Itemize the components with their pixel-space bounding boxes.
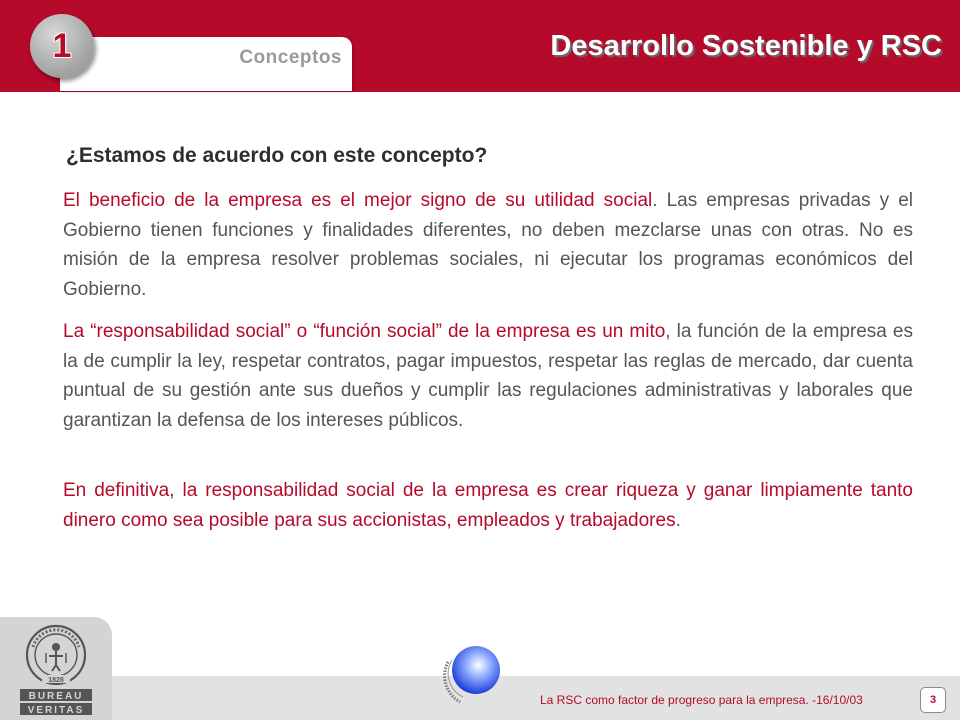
slide-title: Desarrollo Sostenible y RSC [550, 30, 942, 62]
bureau-veritas-logo [0, 617, 112, 720]
paragraph-1-text: . Las empresas privadas y el Gobierno tienen funciones y finalidades diferentes, no deben mezclarse unas con otras. No es misión de la empresa resolver problemas sociales, ni ejecutar los programas económicos del Gobierno. [63, 190, 913, 300]
paragraph-2 [63, 317, 913, 435]
section-number: 1 [52, 27, 72, 65]
paragraph-2-text: , la función de la empresa es la de cumplir la ley, respetar contratos, pagar impuestos, respetar las reglas de mercado, dar cuenta puntual de su gestión ante sus dueños y cumplir las regulaciones administrativas y laborales que garantizan la defensa de los intereses públicos. [63, 321, 913, 431]
section-label: Conceptos [239, 47, 342, 68]
page-number: 3 [920, 687, 946, 713]
globe-emblem [430, 634, 510, 714]
paragraph-3-text: . [675, 509, 681, 531]
globe-icon [430, 634, 510, 714]
paragraph-1 [63, 186, 913, 304]
question-heading: ¿Estamos de acuerdo con este concepto? [66, 144, 488, 167]
logo-line-2: VERITAS [27, 705, 85, 716]
paragraph-3 [63, 476, 913, 535]
paragraph-3-highlight: En definitiva, la responsabilidad social de la empresa es crear riqueza y ganar limpiamente tanto dinero como sea posible para sus accionistas, empleados y trabajadores [63, 480, 913, 531]
logo-line-1: BUREAU [28, 691, 84, 702]
paragraph-2-highlight: La “responsabilidad social” o “función social” de la empresa es un mito [63, 321, 666, 342]
logo-card [0, 617, 112, 720]
footer-caption: La RSC como factor de progreso para la empresa. -16/10/03 [540, 693, 863, 707]
logo-year: 1828 [48, 677, 64, 684]
paragraph-1-highlight: El beneficio de la empresa es el mejor signo de su utilidad social [63, 190, 653, 211]
